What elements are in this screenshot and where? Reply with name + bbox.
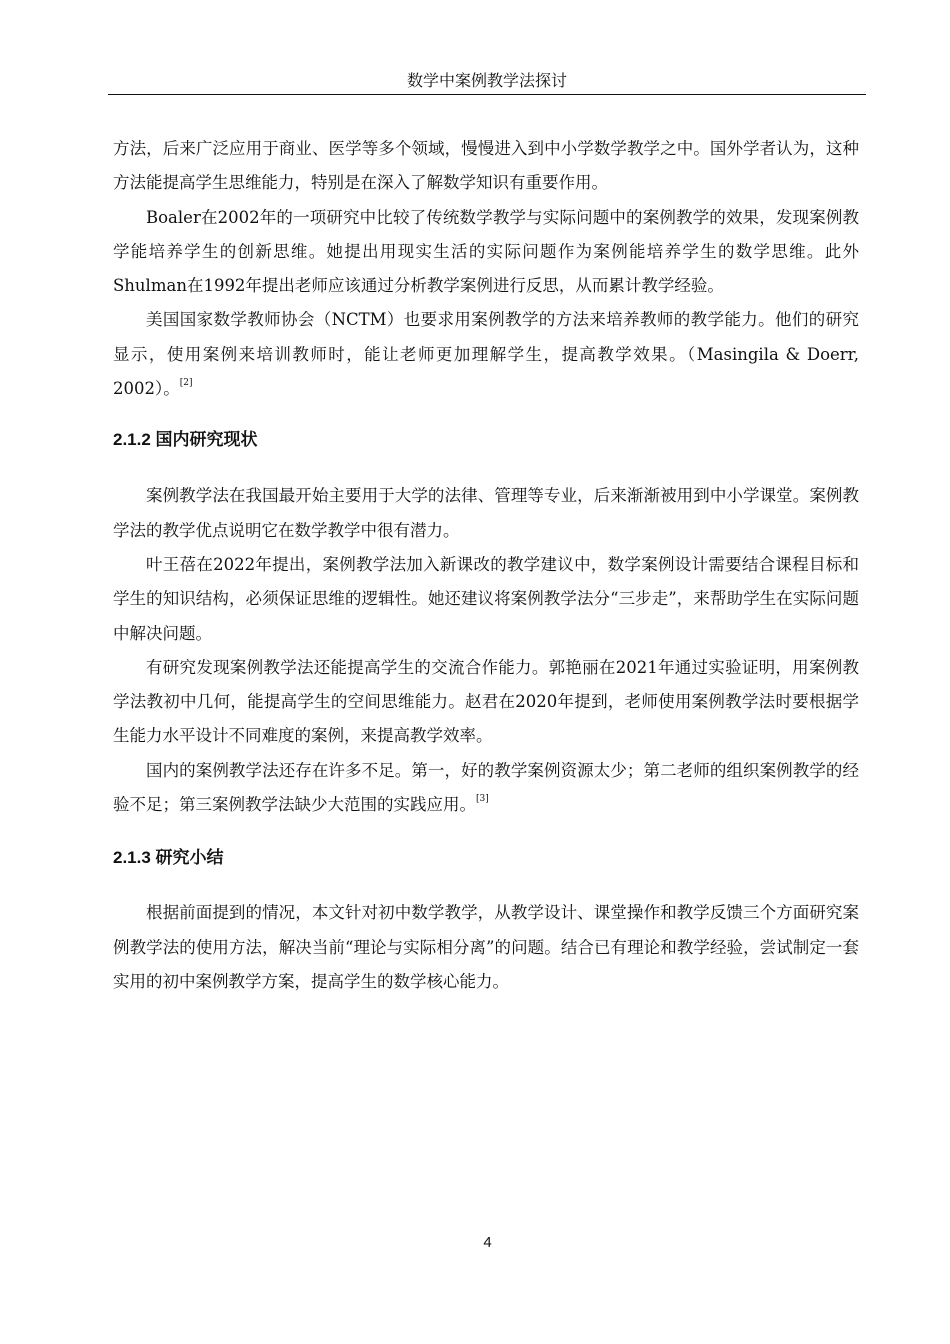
body-paragraph: 叶王蓓在2022年提出，案例教学法加入新课改的教学建议中，数学案例设计需要结合课程目标和学生的知识结构，必须保证思维的逻辑性。她还建议将案例教学法分“三步走”，来帮助学生在实际问题中解决问题。 xyxy=(113,554,859,643)
document-body xyxy=(113,132,859,999)
body-paragraph-domestic-shortcomings xyxy=(113,754,859,823)
nctm-paragraph-text: 美国国家数学教师协会（NCTM）也要求用案例教学的方法来培养教师的教学能力。他们的研究显示，使用案例来培训教师时，能让老师更加理解学生，提高教学效果。（Masingila & Doerr, 2002）。 xyxy=(113,310,859,399)
running-header-title: 数学中案例教学法探讨 xyxy=(406,71,567,90)
body-paragraph: 方法，后来广泛应用于商业、医学等多个领域，慢慢进入到中小学数学教学之中。国外学者认为，这种方法能提高学生思维能力，特别是在深入了解数学知识有重要作用。 xyxy=(113,139,859,193)
running-header xyxy=(108,70,866,95)
page-number: 4 xyxy=(483,1234,492,1251)
section-heading-2-1-2: 2.1.2 国内研究现状 xyxy=(113,430,258,450)
citation-ref: [3] xyxy=(476,794,489,805)
body-paragraph-nctm xyxy=(113,303,859,406)
body-paragraph: 案例教学法在我国最开始主要用于大学的法律、管理等专业，后来渐渐被用到中小学课堂。案例教学法的教学优点说明它在数学教学中很有潜力。 xyxy=(113,486,859,540)
section-heading-2-1-3: 2.1.3 研究小结 xyxy=(113,848,224,868)
citation-ref: [2] xyxy=(179,378,193,389)
body-paragraph: 有研究发现案例教学法还能提高学生的交流合作能力。郭艳丽在2021年通过实验证明，用案例教学法教初中几何，能提高学生的空间思维能力。赵君在2020年提到，老师使用案例教学法时要根据学生能力水平设计不同难度的案例，来提高教学效率。 xyxy=(113,657,859,746)
body-paragraph: 根据前面提到的情况，本文针对初中数学教学，从教学设计、课堂操作和教学反馈三个方面研究案例教学法的使用方法，解决当前“理论与实际相分离”的问题。结合已有理论和教学经验，尝试制定一套实用的初中案例教学方案，提高学生的数学核心能力。 xyxy=(113,903,859,991)
body-paragraph: Boaler在2002年的一项研究中比较了传统数学教学与实际问题中的案例教学的效果，发现案例教学能培养学生的创新思维。她提出用现实生活的实际问题作为案例能培养学生的数学思维。此外Shulman在1992年提出老师应该通过分析教学案例进行反思，从而累计教学经验。 xyxy=(113,207,859,296)
shortcomings-text: 国内的案例教学法还存在许多不足。第一，好的教学案例资源太少；第二老师的组织案例教学的经验不足；第三案例教学法缺少大范围的实践应用。 xyxy=(113,760,859,815)
